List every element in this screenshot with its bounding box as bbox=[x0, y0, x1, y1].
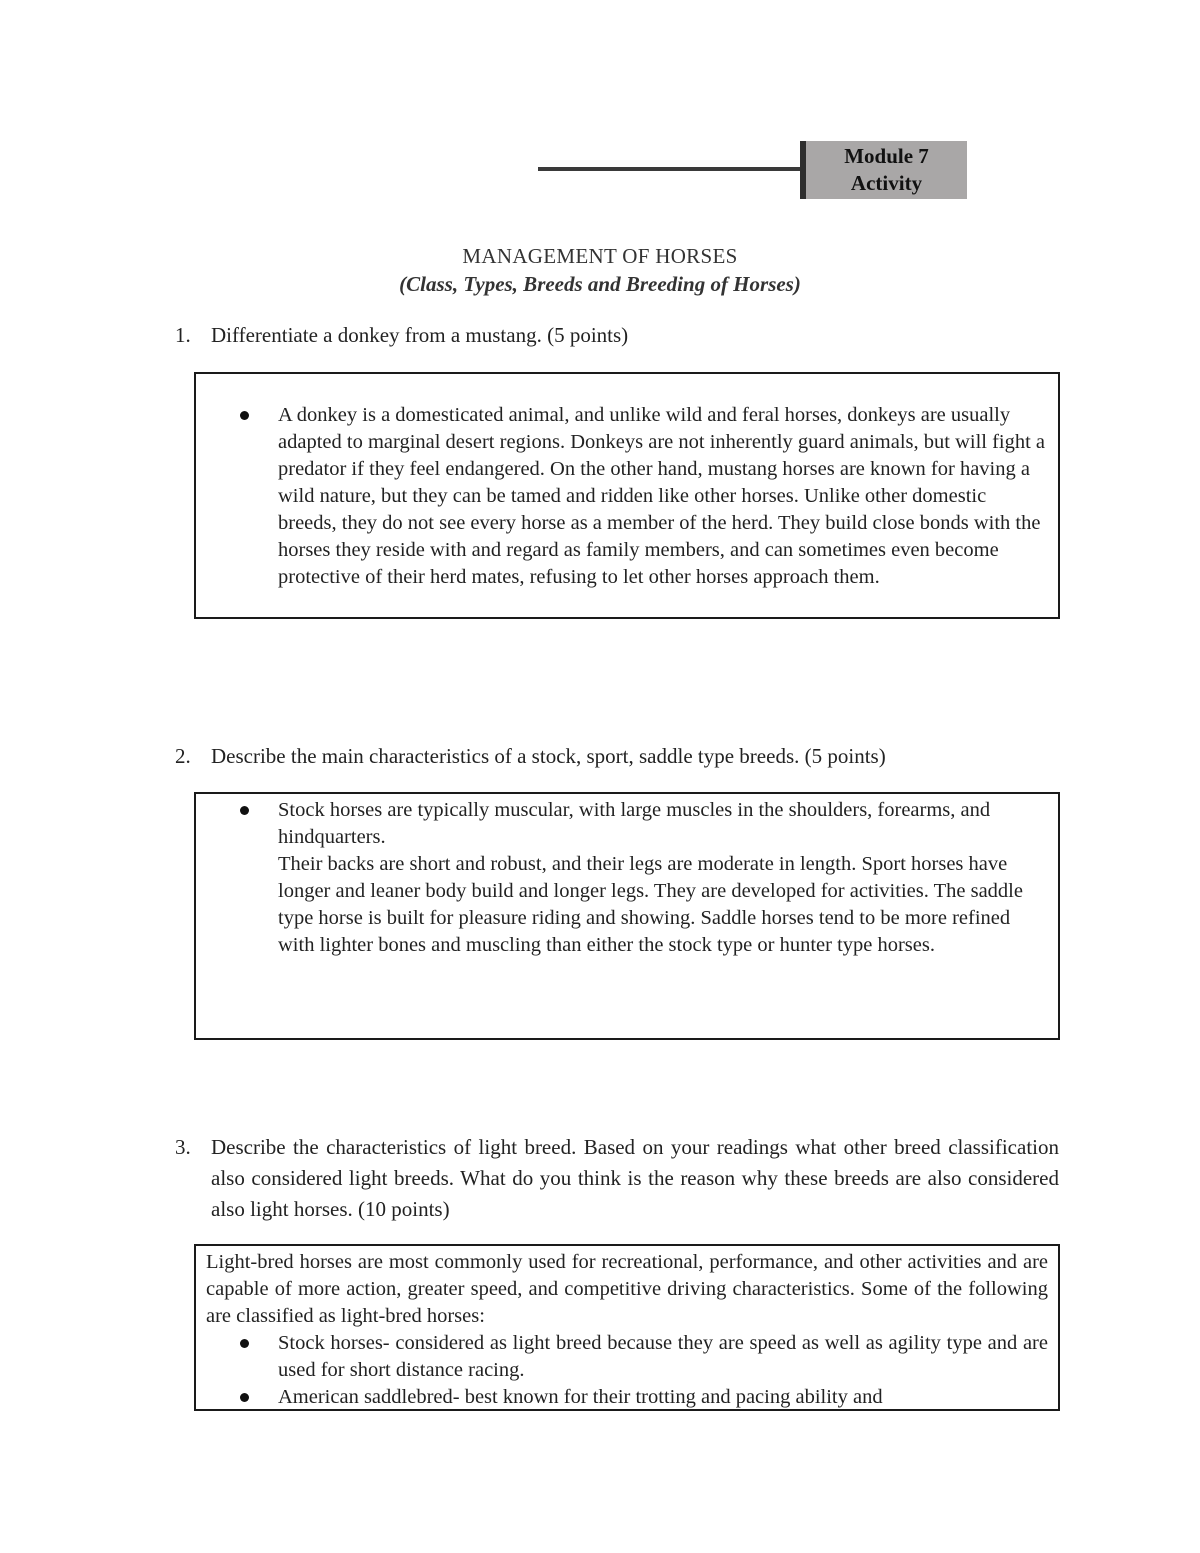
answer-bullet bbox=[196, 402, 1058, 591]
question-1 bbox=[175, 320, 1059, 351]
answer-text-line1: Stock horses are typically muscular, with large muscles in the shoulders, forearms, and hindquarters. bbox=[278, 799, 991, 848]
document-title: MANAGEMENT OF HORSES bbox=[462, 244, 738, 268]
answer-box-1 bbox=[194, 372, 1060, 619]
question-text: Describe the characteristics of light breed. Based on your readings what other breed classification also considered light breeds. What do you think is the reason why these breeds are also considered also light horses. (10 points) bbox=[211, 1135, 1059, 1221]
answer-intro: Light-bred horses are most commonly used for recreational, performance, and other activities and are capable of more action, greater speed, and competitive driving characteristics. Some of the following are classified as light-bred horses: bbox=[206, 1251, 1048, 1327]
module-number: Module 7 bbox=[844, 144, 929, 168]
answer-text-line2: Their backs are short and robust, and their legs are moderate in length. Sport horses have longer and leaner body build and longer legs. They are developed for activities. The saddle type horse is built for pleasure riding and showing. Saddle horses tend to be more refined with lighter bones and muscling than either the stock type or hunter type horses. bbox=[278, 853, 1023, 956]
bullet-icon bbox=[240, 1393, 249, 1402]
module-activity-label: Activity bbox=[850, 171, 923, 195]
answer-box-2 bbox=[194, 792, 1060, 1040]
question-number: 1. bbox=[175, 323, 191, 347]
answer-bullet-text: American saddlebred- best known for their trotting and pacing ability and bbox=[278, 1386, 883, 1408]
question-number: 3. bbox=[175, 1135, 191, 1159]
question-2 bbox=[175, 741, 1059, 772]
header-rule bbox=[538, 167, 800, 171]
module-label-box bbox=[800, 141, 967, 199]
answer-text: A donkey is a domesticated animal, and unlike wild and feral horses, donkeys are usually adapted to marginal desert regions. Donkeys are not inherently guard animals, but will fight a predator if they feel endangered. On the other hand, mustang horses are known for having a wild nature, but they can be tamed and ridden like other horses. Unlike other domestic breeds, they do not see every horse as a member of the herd. They build close bonds with the horses they reside with and regard as family members, and can sometimes even become protective of their herd mates, refusing to let other horses approach them. bbox=[278, 404, 1046, 588]
question-text: Differentiate a donkey from a mustang. (5 points) bbox=[211, 323, 629, 347]
answer-bullet-text: Stock horses- considered as light breed because they are speed as well as agility type and are used for short distance racing. bbox=[278, 1332, 1048, 1381]
bullet-icon bbox=[240, 411, 249, 420]
bullet-icon bbox=[240, 806, 249, 815]
question-text: Describe the main characteristics of a stock, sport, saddle type breeds. (5 points) bbox=[211, 744, 886, 768]
question-3 bbox=[175, 1132, 1059, 1225]
answer-bullet-saddlebred bbox=[196, 1384, 1058, 1411]
answer-bullet-stock bbox=[196, 1330, 1058, 1384]
bullet-icon bbox=[240, 1339, 249, 1348]
question-number: 2. bbox=[175, 744, 191, 768]
answer-box-3 bbox=[194, 1244, 1060, 1411]
answer-bullet bbox=[196, 797, 1058, 959]
document-subtitle: (Class, Types, Breeds and Breeding of Horses) bbox=[399, 272, 801, 296]
